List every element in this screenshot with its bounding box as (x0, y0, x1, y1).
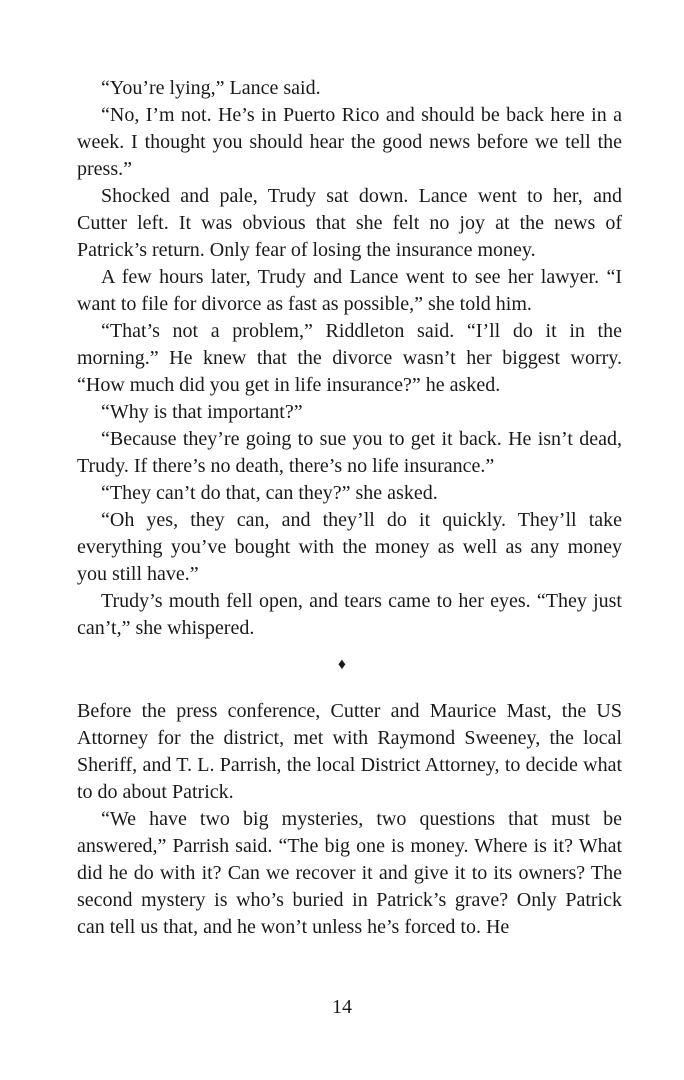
paragraph: “No, I’m not. He’s in Puerto Rico and should be back here in a week. I thought you should hear the good news before we tell the press.” (77, 104, 622, 180)
paragraph: “Because they’re going to sue you to get it back. He isn’t dead, Trudy. If there’s no death, there’s no life insurance.” (77, 428, 622, 477)
section-separator-diamond: ♦ (337, 656, 347, 673)
text-section-2 (77, 698, 622, 941)
text-section-1 (77, 75, 622, 642)
paragraph: A few hours later, Trudy and Lance went to see her lawyer. “I want to file for divorce as fast as possible,” she told him. (77, 266, 622, 315)
paragraph: “They can’t do that, can they?” she asked. (101, 482, 438, 504)
paragraph: “Oh yes, they can, and they’ll do it quickly. They’ll take everything you’ve bought with the money as well as any money you still have.” (77, 509, 622, 585)
paragraph: Trudy’s mouth fell open, and tears came to her eyes. “They just can’t,” she whispered. (77, 590, 622, 639)
paragraph: “Why is that important?” (101, 401, 303, 423)
page-number: 14 (332, 996, 352, 1018)
paragraph: “You’re lying,” Lance said. (101, 77, 321, 99)
paragraph: Before the press conference, Cutter and Maurice Mast, the US Attorney for the district, met with Raymond Sweeney, the local Sheriff, and T. L. Parrish, the local District Attorney, to decide what to do about Patrick. (77, 700, 622, 803)
paragraph: “We have two big mysteries, two questions that must be answered,” Parrish said. “The big one is money. Where is it? What did he do with it? Can we recover it and give it to its owners? The second mystery is who’s buried in Patrick’s grave? Only Patrick can tell us that, and he won’t unless he’s forced to. He (77, 808, 622, 938)
paragraph: Shocked and pale, Trudy sat down. Lance went to her, and Cutter left. It was obvious that she felt no joy at the news of Patrick’s return. Only fear of losing the insurance money. (77, 185, 622, 261)
paragraph: “That’s not a problem,” Riddleton said. “I’ll do it in the morning.” He knew that the divorce wasn’t her biggest worry. “How much did you get in life insurance?” he asked. (77, 320, 622, 396)
